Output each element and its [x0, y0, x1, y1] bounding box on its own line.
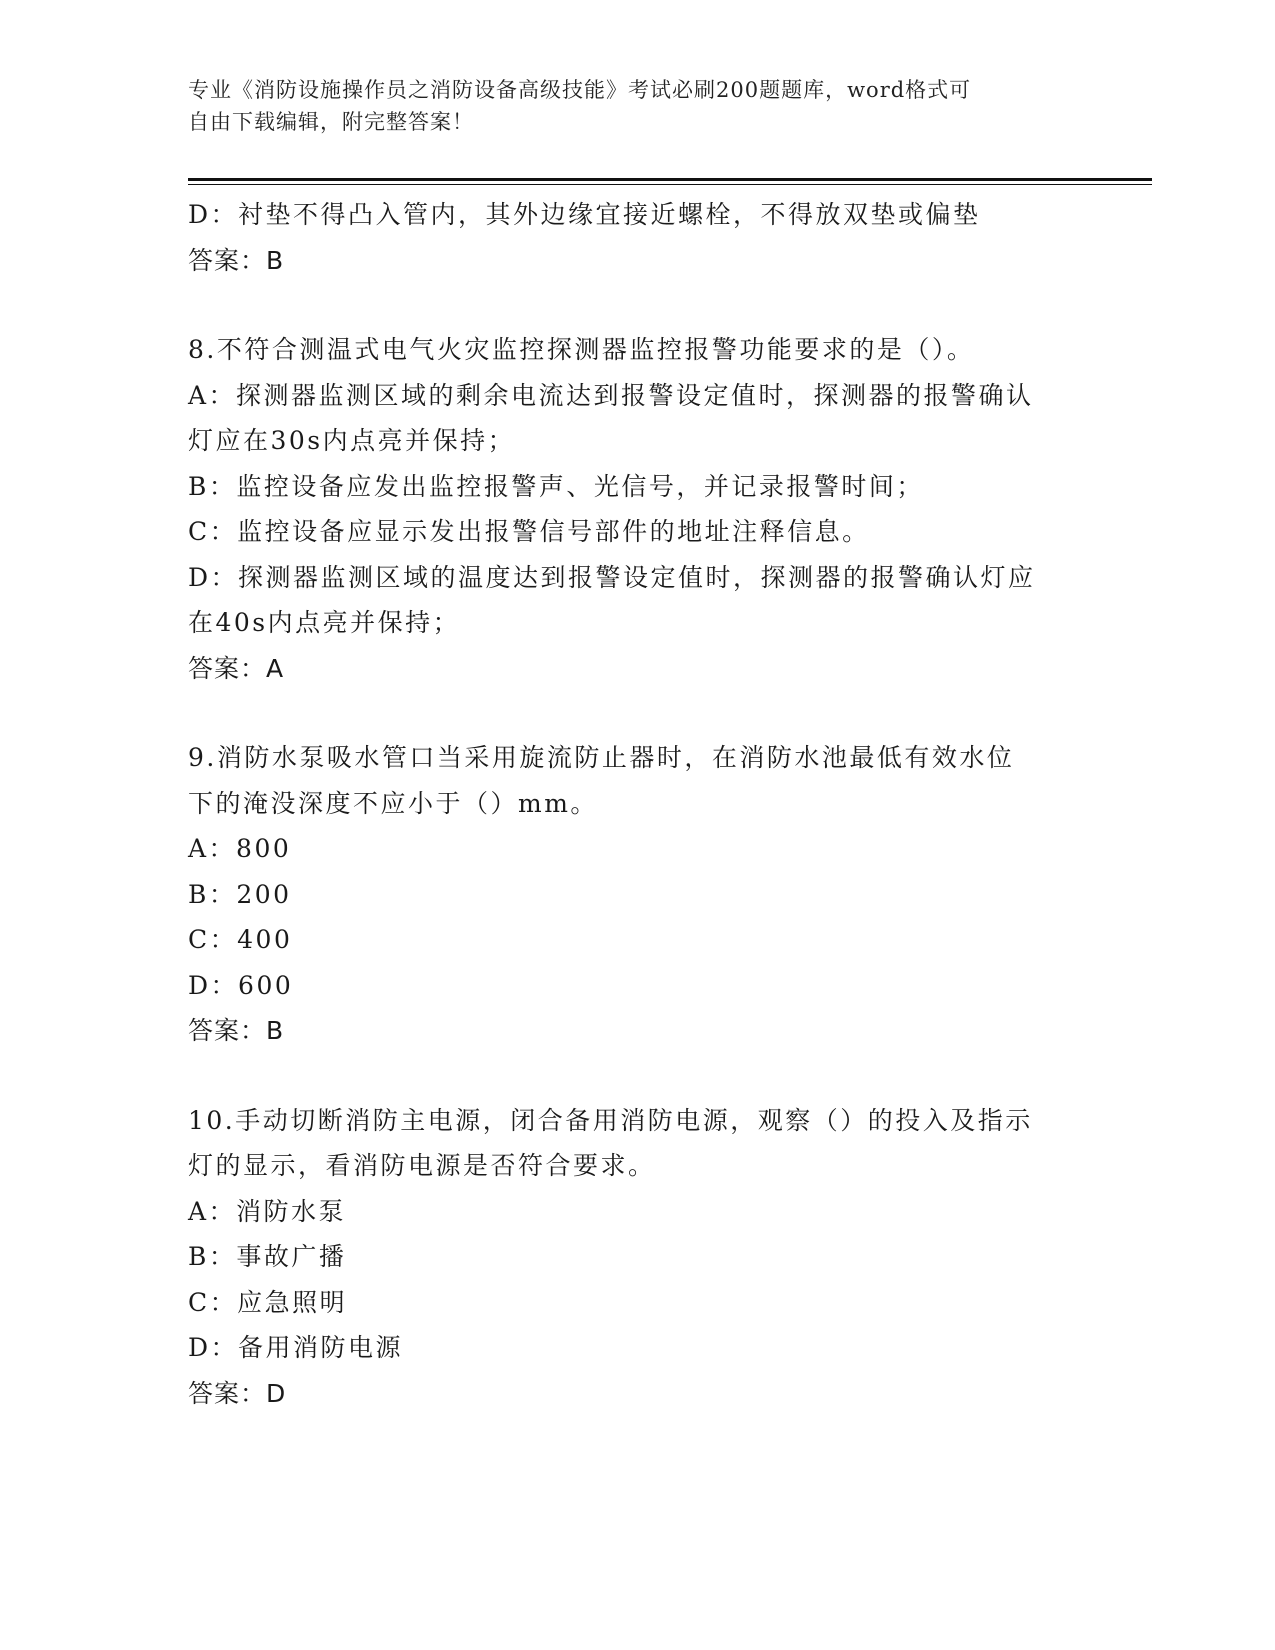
- document-body: [188, 192, 1088, 1416]
- answer: 答案：D: [188, 1378, 287, 1408]
- header-rule-thick: [188, 178, 1152, 181]
- page-header: [188, 74, 1068, 138]
- option-d: D：备用消防电源: [188, 1333, 404, 1362]
- question-10: [188, 1098, 1088, 1417]
- option-c: C：400: [188, 925, 293, 954]
- option-d: D：探测器监测区域的温度达到报警设定值时，探测器的报警确认灯应: [188, 562, 1036, 592]
- header-line-1: 专业《消防设施操作员之消防设备高级技能》考试必刷200题题库，word格式可: [188, 78, 972, 102]
- option-d: D：衬垫不得凸入管内，其外边缘宜接近螺栓，不得放双垫或偏垫: [188, 200, 981, 229]
- previous-question-tail: [188, 192, 1088, 283]
- answer: 答案：B: [188, 245, 285, 275]
- option-b: B：200: [188, 879, 292, 909]
- header-rule-thin: [188, 184, 1152, 185]
- question-text: 8.不符合测温式电气火灾监控探测器监控报警功能要求的是（）。: [188, 335, 975, 364]
- option-b: B：监控设备应发出监控报警声、光信号，并记录报警时间；: [188, 471, 924, 501]
- option-a: A：探测器监测区域的剩余电流达到报警设定值时，探测器的报警确认: [188, 380, 1034, 410]
- option-c: C：应急照明: [188, 1287, 348, 1317]
- question-9: [188, 735, 1088, 1054]
- answer: 答案：B: [188, 1016, 285, 1045]
- option-d: D：600: [188, 970, 294, 1000]
- question-text-cont: 灯的显示，看消防电源是否符合要求。: [188, 1151, 656, 1180]
- option-a-cont: 灯应在30s内点亮并保持；: [188, 426, 516, 455]
- question-text-cont: 下的淹没深度不应小于（）mm。: [188, 788, 598, 818]
- option-b: B：事故广播: [188, 1242, 347, 1271]
- question-text: 9.消防水泵吸水管口当采用旋流防止器时，在消防水池最低有效水位: [188, 743, 1015, 772]
- question-8: [188, 327, 1088, 691]
- option-a: A：消防水泵: [188, 1196, 347, 1226]
- question-text: 10.手动切断消防主电源，闭合备用消防电源，观察（）的投入及指示: [188, 1105, 1033, 1135]
- option-c: C：监控设备应显示发出报警信号部件的地址注释信息。: [188, 517, 870, 546]
- answer: 答案：A: [188, 653, 285, 683]
- option-d-cont: 在40s内点亮并保持；: [188, 608, 461, 637]
- option-a: A：800: [188, 834, 292, 863]
- header-line-2: 自由下载编辑，附完整答案！: [188, 110, 474, 134]
